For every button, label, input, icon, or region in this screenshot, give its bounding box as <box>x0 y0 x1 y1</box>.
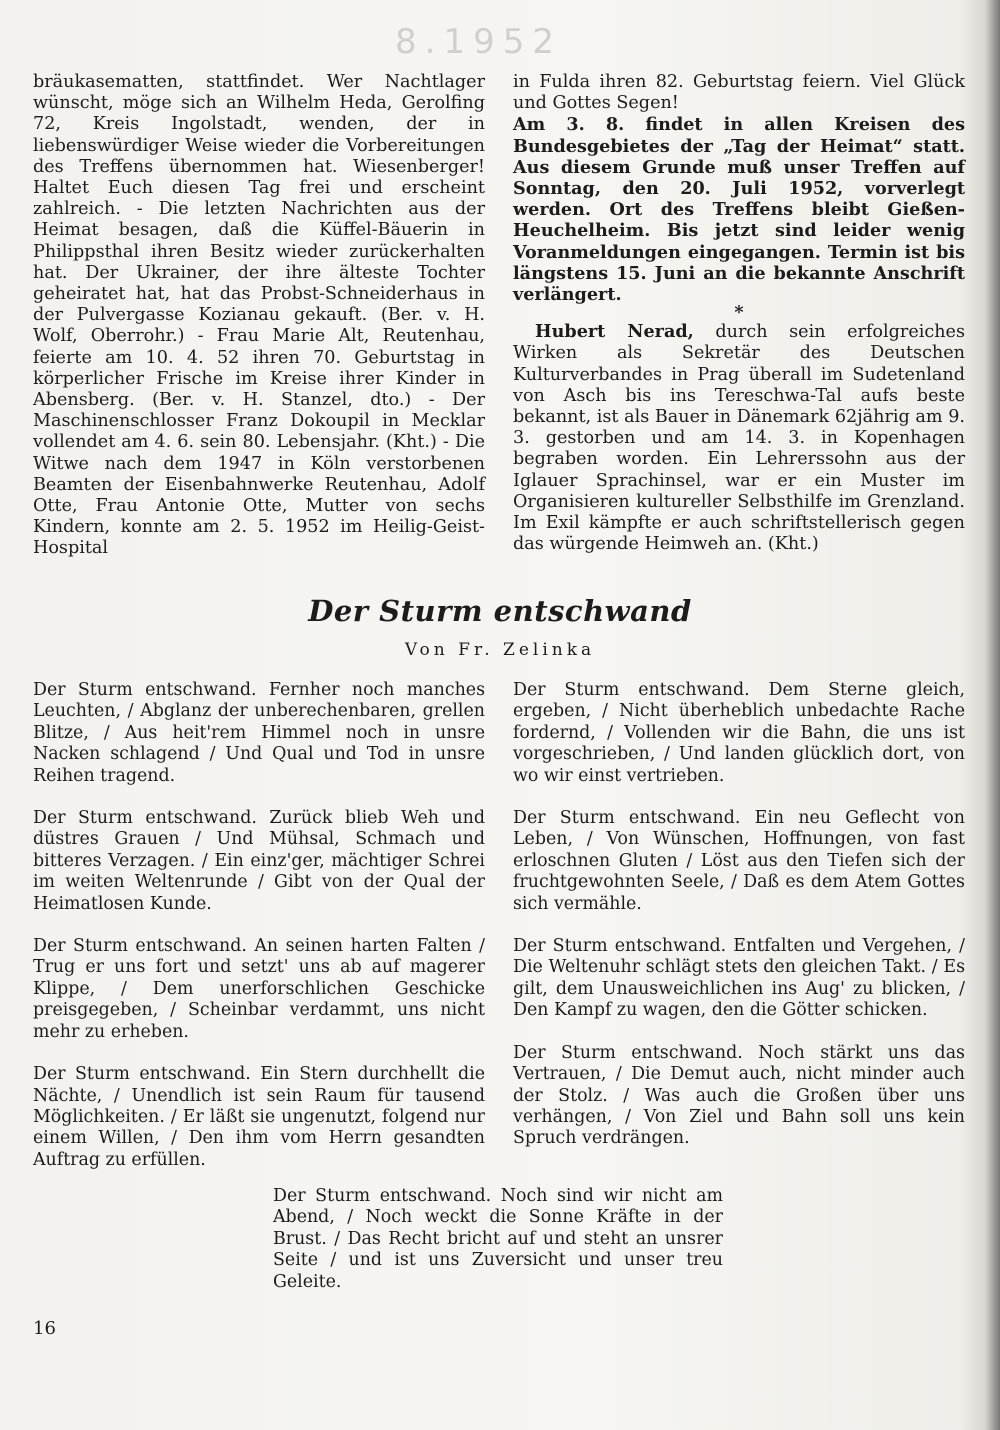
poem-stanza-final: Der Sturm entschwand. Noch sind wir nicht am Abend, / Noch weckt die Sonne Kräfte in der Brust. / Das Recht bricht auf und steht an unsrer Seite / und ist uns Zuversicht und unser treu Geleite. <box>273 1186 723 1292</box>
poem-stanza: Der Sturm entschwand. Fernher noch manches Leuchten, / Abglanz der unberechenbaren, grellen Blitze, / Aus heit'rem Himmel noch in unsre Nacken schlagend / Und Qual und Tod in unsre Reihen tragend. <box>33 680 485 786</box>
news-column-right <box>513 72 965 555</box>
poem-stanza: Der Sturm entschwand. Zurück blieb Weh und düstres Grauen / Und Mühsal, Schmach und bitteres Verzagen. / Ein einz'ger, mächtiger Schrei im weiten Weltenrunde / Gibt von der Qual der Heimatlosen Kunde. <box>33 808 485 914</box>
poem-final-stanza-block <box>273 1186 723 1314</box>
poem-title: Der Sturm entschwand <box>308 594 692 628</box>
news-paragraph-birthday: in Fulda ihren 82. Geburtstag feiern. Viel Glück und Gottes Segen! <box>513 72 965 114</box>
news-column-left <box>33 72 485 560</box>
poem-author: Von Fr. Zelinka <box>404 640 596 660</box>
poem-stanza: Der Sturm entschwand. Ein Stern durchhellt die Nächte, / Unendlich ist sein Raum für tausend Möglichkeiten. / Er läßt sie ungenutzt, folgend nur einem Willen, / Den ihm vom Herrn gesandten Auftrag zu erfüllen. <box>33 1064 485 1170</box>
meeting-announcement: Am 3. 8. findet in allen Kreisen des Bundesgebietes der „Tag der Heimat“ statt. Aus diesem Grunde muß unser Treffen auf Sonntag, den 20. Juli 1952, vorverlegt werden. Ort des Treffens bleibt Gießen-Heuchelheim. Bis jetzt sind leider wenig Voranmeldungen eingegangen. Termin ist bis längstens 15. Juni an die bekannte Anschrift verlängert. <box>513 114 965 306</box>
poem-column-right <box>513 680 965 1171</box>
poem-stanza: Der Sturm entschwand. Ein neu Geflecht von Leben, / Von Wünschen, Hoffnungen, von fast erloschnen Gluten / Löst aus den Tiefen sich der fruchtgewohnten Seele, / Daß es dem Atem Gottes sich vermähle. <box>513 808 965 914</box>
obituary-text: durch sein erfolgreiches Wirken als Sekretär des Deutschen Kulturverbandes in Prag überall im Sudetenland von Asch bis ins Tereschwa-Tal aufs beste bekannt, ist als Bauer in Dänemark 62jährig am 9. 3. gestorben und am 14. 3. in Kopenhagen begraben worden. Ein Lehrerssohn aus der Iglauer Sprachinsel, war er ein Muster im Organisieren kultureller Selbsthilfe im Grenzland. Im Exil kämpfte er auch schriftstellerisch gegen das würgende Heimweh an. (Kht.) <box>513 322 965 555</box>
poem-stanza: Der Sturm entschwand. Dem Sterne gleich, ergeben, / Nicht überheblich unbedachte Rache fordernd, / Vollenden wir die Bahn, die uns ist vorgeschrieben, / Und landen glücklich dort, von wo wir einst vertrieben. <box>513 680 965 786</box>
obituary-name: Hubert Nerad, <box>535 321 694 343</box>
poem-stanza: Der Sturm entschwand. Entfalten und Vergehen, / Die Weltenuhr schlägt stets den gleichen Takt. / Es gilt, dem Unausweichlichen ins Aug' zu blicken, / Den Kampf zu wagen, den die Götter schicken. <box>513 936 965 1021</box>
news-paragraph-left: bräukasematten, stattfindet. Wer Nachtlager wünscht, möge sich an Wilhelm Heda, Gerolfing 72, Kreis Ingolstadt, wenden, der in liebenswürdiger Weise wieder die Vorbereitungen des Treffens übernommen hat. Wiesenberger! Haltet Euch diesen Tag frei und erscheint zahlreich. - Die letzten Nachrichten aus der Heimat besagen, daß die Küffel-Bäuerin in Philippsthal ihren Besitz wieder zurückerhalten hat. Der Ukrainer, der ihre älteste Tochter geheiratet hat, hat das Probst-Schneiderhaus in der Pulvergasse Kozianau gekauft. (Ber. v. H. Wolf, Oberrohr.) - Frau Marie Alt, Reutenhau, feierte am 10. 4. 52 ihren 70. Geburtstag in körperlicher Frische im Kreise ihrer Kinder in Abensberg. (Ber. v. H. Stanzel, dto.) - Der Maschinenschlosser Franz Dokoupil in Mecklar vollendet am 4. 6. sein 80. Lebensjahr. (Kht.) - Die Witwe nach dem 1947 in Köln verstorbenen Beamten der Eisenbahnwerke Reutenhau, Adolf Otte, Frau Antonie Otte, Mutter von sechs Kindern, konnte am 2. 5. 1952 im Heilig-Geist-Hospital <box>33 72 485 559</box>
handwritten-pencil-mark: 8.1952 <box>395 22 562 62</box>
poem-stanza: Der Sturm entschwand. An seinen harten Falten / Trug er uns fort und setzt' uns ab auf magerer Klippe, / Dem unerforschlichen Geschicke preisgegeben, / Scheinbar verdammt, uns nicht mehr zu erheben. <box>33 936 485 1042</box>
separator-asterisk: * <box>734 302 744 324</box>
obituary-paragraph <box>513 321 965 555</box>
poem-stanza: Der Sturm entschwand. Noch stärkt uns das Vertrauen, / Die Demut auch, nicht minder auch der Stolz. / Was auch die Großen über uns verhängen, / Von Ziel und Bahn soll uns kein Spruch verdrängen. <box>513 1042 965 1149</box>
poem-column-left <box>33 680 485 1192</box>
page-number: 16 <box>33 1318 56 1339</box>
